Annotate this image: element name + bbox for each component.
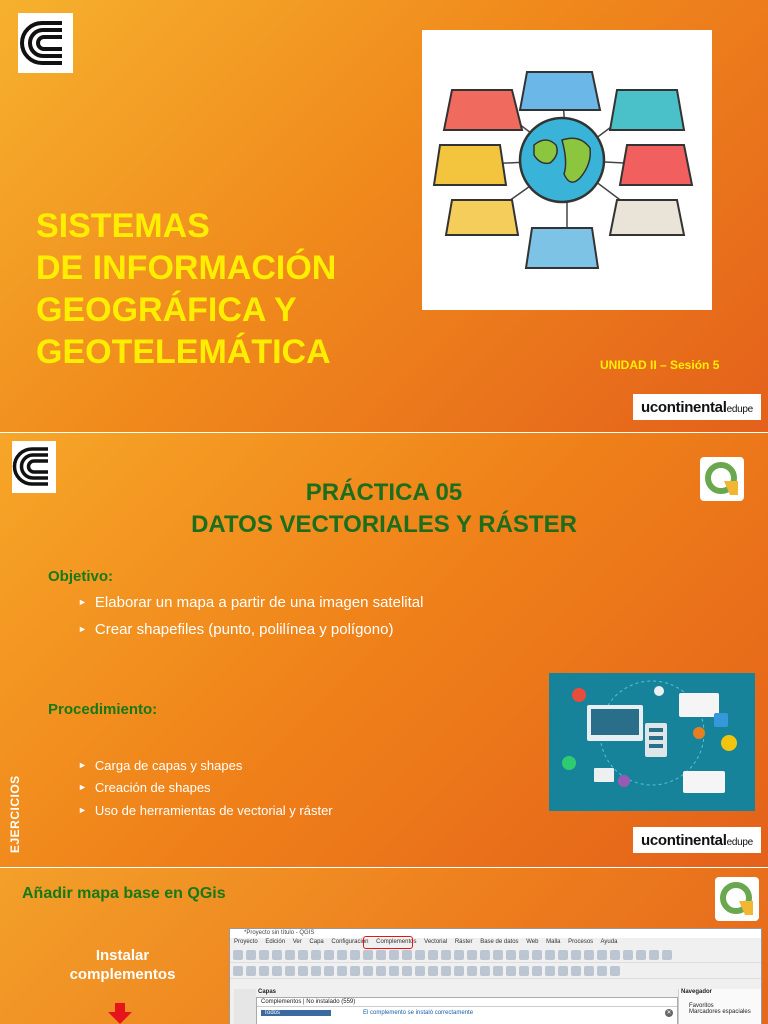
tool-icon[interactable] — [311, 950, 321, 960]
tool-icon[interactable] — [532, 966, 542, 976]
plugins-dialog — [256, 997, 678, 1024]
tool-icon[interactable] — [415, 950, 425, 960]
practice-title: PRÁCTICA 05 — [305, 479, 463, 506]
navigator-item[interactable]: Favoritos — [689, 1003, 714, 1009]
menu-item[interactable]: Capa — [309, 939, 324, 945]
network-illustration — [549, 673, 755, 811]
tool-icon[interactable] — [324, 950, 334, 960]
tool-icon[interactable] — [480, 950, 490, 960]
menu-bar — [230, 938, 761, 947]
objective-item: ► Elaborar un mapa a partir de una imagen satelital — [78, 594, 424, 611]
tool-icon[interactable] — [272, 966, 282, 976]
menu-item[interactable]: Configuración — [331, 939, 369, 945]
tool-icon[interactable] — [428, 950, 438, 960]
tool-icon[interactable] — [389, 950, 399, 960]
tool-icon[interactable] — [558, 950, 568, 960]
tool-icon[interactable] — [506, 966, 516, 976]
tool-icon[interactable] — [441, 950, 451, 960]
practice-slide — [0, 433, 768, 867]
plugins-highlight — [363, 936, 413, 949]
side-label: EJERCICIOS — [8, 775, 22, 853]
tool-icon[interactable] — [311, 966, 321, 976]
title-slide — [0, 0, 768, 432]
tool-icon[interactable] — [337, 966, 347, 976]
tool-icon[interactable] — [545, 966, 555, 976]
menu-item[interactable]: Procesos — [568, 939, 594, 945]
tool-icon[interactable] — [350, 966, 360, 976]
procedure-label: Procedimiento: — [48, 701, 158, 718]
slide-title: Añadir mapa base en QGis — [22, 885, 226, 902]
tool-icon[interactable] — [272, 950, 282, 960]
ucontinental-logo: ucontinentaledupe — [633, 827, 761, 853]
tool-icon[interactable] — [571, 966, 581, 976]
menu-item[interactable]: Edición — [265, 939, 286, 945]
menu-item[interactable]: Malla — [546, 939, 561, 945]
down-arrow-icon — [108, 1003, 132, 1024]
tool-icon[interactable] — [467, 966, 477, 976]
menu-item[interactable]: Proyecto — [234, 939, 258, 945]
layers-panel — [234, 989, 256, 1024]
tool-icon[interactable] — [246, 966, 256, 976]
menu-item[interactable]: Ver — [292, 939, 302, 945]
bullet-triangle-icon: ► — [78, 597, 87, 607]
tool-icon[interactable] — [233, 950, 243, 960]
tool-icon[interactable] — [298, 966, 308, 976]
tool-icon[interactable] — [584, 950, 594, 960]
tool-icon[interactable] — [506, 950, 516, 960]
tool-icon[interactable] — [584, 966, 594, 976]
procedure-item: ► Creación de shapes — [78, 780, 211, 795]
tool-icon[interactable] — [363, 966, 373, 976]
menu-item[interactable]: Web — [526, 939, 539, 945]
menu-item[interactable]: Vectorial — [424, 939, 448, 945]
tool-icon[interactable] — [532, 950, 542, 960]
uc-logo — [18, 13, 73, 73]
tool-icon[interactable] — [649, 950, 659, 960]
tool-icon[interactable] — [285, 966, 295, 976]
practice-subtitle: DATOS VECTORIALES Y RÁSTER — [191, 511, 577, 538]
tool-icon[interactable] — [402, 950, 412, 960]
tool-icon[interactable] — [662, 950, 672, 960]
tool-icon[interactable] — [454, 950, 464, 960]
tool-icon[interactable] — [597, 950, 607, 960]
procedure-item: ► Carga de capas y shapes — [78, 758, 243, 773]
navigator-item[interactable]: Marcadores espaciales — [689, 1009, 751, 1015]
tool-icon[interactable] — [337, 950, 347, 960]
all-plugins-tab[interactable]: Todos — [261, 1010, 331, 1016]
success-message: El complemento se instaló correctamente — [363, 1010, 474, 1016]
window-title: *Proyecto sin título - QGIS — [230, 929, 761, 938]
tool-icon[interactable] — [376, 966, 386, 976]
tool-icon[interactable] — [233, 966, 243, 976]
dialog-title: Complementos | No instalado (559) — [257, 998, 677, 1007]
objective-item: ► Crear shapefiles (punto, polilínea y polígono) — [78, 621, 394, 638]
tool-icon[interactable] — [428, 966, 438, 976]
menu-item-plugins[interactable]: Complementos — [376, 939, 417, 945]
tool-icon[interactable] — [571, 950, 581, 960]
tool-icon[interactable] — [610, 966, 620, 976]
close-icon[interactable]: ✕ — [666, 1010, 672, 1016]
navigator-header: Navegador — [681, 989, 713, 995]
tool-icon[interactable] — [246, 950, 256, 960]
objective-label: Objetivo: — [48, 568, 114, 585]
uc-logo-icon — [18, 13, 73, 73]
toolbar-row — [230, 963, 761, 979]
qgis-icon — [715, 877, 759, 921]
tool-icon[interactable] — [389, 966, 399, 976]
tool-icon[interactable] — [259, 950, 269, 960]
tool-icon[interactable] — [467, 950, 477, 960]
course-title: SISTEMAS DE INFORMACIÓN GEOGRÁFICA Y GEOTELEMÁTICA — [36, 207, 337, 371]
navigator-panel — [678, 989, 761, 1024]
procedure-item: ► Uso de herramientas de vectorial y ráster — [78, 803, 333, 818]
layers-header: Capas — [258, 989, 277, 995]
tool-icon[interactable] — [519, 950, 529, 960]
tool-icon[interactable] — [363, 950, 373, 960]
tool-icon[interactable] — [519, 966, 529, 976]
menu-item[interactable]: Ráster — [454, 939, 473, 945]
tool-icon[interactable] — [493, 950, 503, 960]
tool-icon[interactable] — [259, 966, 269, 976]
bullet-triangle-icon: ► — [78, 760, 87, 770]
tool-icon[interactable] — [558, 966, 568, 976]
tool-icon[interactable] — [324, 966, 334, 976]
qgis-window-screenshot — [229, 928, 762, 1024]
tool-icon[interactable] — [285, 950, 295, 960]
tool-icon[interactable] — [623, 950, 633, 960]
menu-item[interactable]: Ayuda — [600, 939, 618, 945]
tool-icon[interactable] — [376, 950, 386, 960]
tool-icon[interactable] — [415, 966, 425, 976]
toolbar-row — [230, 947, 761, 963]
basemap-slide — [0, 868, 768, 1024]
tool-icon[interactable] — [454, 966, 464, 976]
ucontinental-logo: ucontinentaledupe — [633, 394, 761, 420]
unit-session-label: UNIDAD II – Sesión 5 — [600, 358, 720, 372]
qgis-logo — [715, 877, 759, 921]
tool-icon[interactable] — [350, 950, 360, 960]
tool-icon[interactable] — [636, 950, 646, 960]
bullet-triangle-icon: ► — [78, 805, 87, 815]
tool-icon[interactable] — [545, 950, 555, 960]
tool-icon[interactable] — [298, 950, 308, 960]
tool-icon[interactable] — [610, 950, 620, 960]
tool-icon[interactable] — [441, 966, 451, 976]
install-plugins-label: Instalar complementos — [69, 947, 176, 983]
gis-maps-illustration — [422, 30, 712, 310]
bullet-triangle-icon: ► — [78, 624, 87, 634]
tool-icon[interactable] — [597, 966, 607, 976]
tool-icon[interactable] — [402, 966, 412, 976]
tool-icon[interactable] — [493, 966, 503, 976]
tool-icon[interactable] — [480, 966, 490, 976]
menu-item[interactable]: Base de datos — [480, 939, 519, 945]
bullet-triangle-icon: ► — [78, 782, 87, 792]
